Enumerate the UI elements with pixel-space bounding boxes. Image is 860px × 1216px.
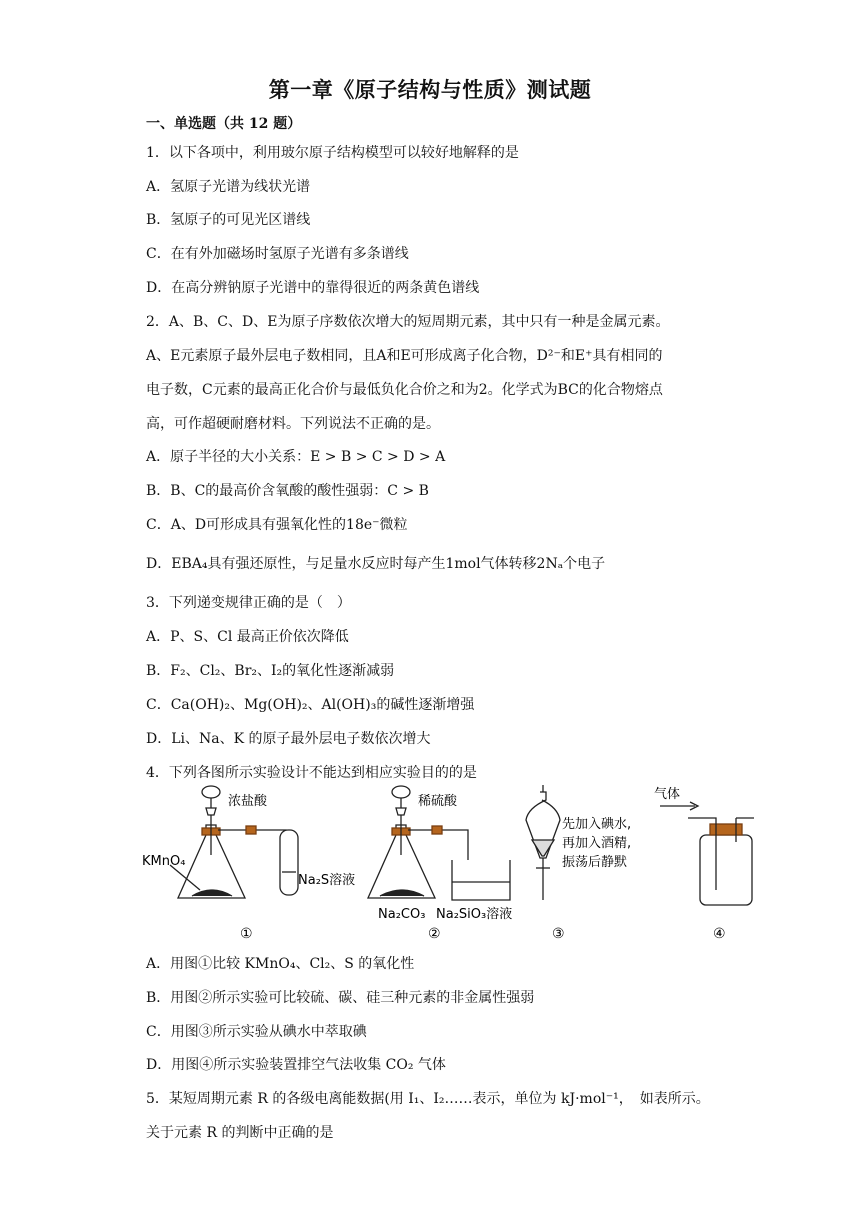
fig1-solid-label: KMnO₄ (142, 854, 186, 869)
fig4-caption: ④ (713, 926, 726, 942)
fig2-solution-label: Na₂SiO₃溶液 (436, 907, 513, 922)
fig3-note-line-1: 先加入碘水, (562, 817, 632, 832)
question-4-option-d: D．用图④所示实验装置排空气法收集 CO₂ 气体 (146, 1057, 446, 1073)
fig2-caption: ② (428, 926, 441, 942)
question-2-stem-line-2: A、E元素原子最外层电子数相同，且A和E可形成离子化合物，D²⁻和E⁺具有相同的 (146, 348, 663, 364)
question-1-option-b: B．氢原子的可见光区谱线 (146, 212, 311, 228)
question-4-option-a: A．用图①比较 KMnO₄、Cl₂、S 的氧化性 (146, 956, 415, 972)
question-3-stem: 3．下列递变规律正确的是（ ） (146, 595, 351, 611)
section-heading: 一、单选题（共 12 题） (146, 116, 302, 132)
question-1-stem: 1．以下各项中，利用玻尔原子结构模型可以较好地解释的是 (146, 145, 519, 161)
fig4-gas-label: 气体 (654, 787, 681, 802)
page-title: 第一章《原子结构与性质》测试题 (268, 77, 592, 102)
fig1-caption: ① (240, 926, 253, 942)
question-3-option-d: D．Li、Na、K 的原子最外层电子数依次增大 (146, 731, 431, 747)
fig3-caption: ③ (552, 926, 565, 942)
fig3-note-line-3: 振荡后静默 (562, 855, 628, 870)
question-3-option-c: C．Ca(OH)₂、Mg(OH)₂、Al(OH)₃的碱性逐渐增强 (146, 697, 475, 713)
question-2-option-b: B．B、C的最高价含氧酸的酸性强弱：C > B (146, 483, 429, 499)
question-4-option-c: C．用图③所示实验从碘水中萃取碘 (146, 1024, 367, 1040)
question-2-stem-line-4: 高，可作超硬耐磨材料。下列说法不正确的是。 (146, 416, 440, 432)
question-1-option-c: C．在有外加磁场时氢原子光谱有多条谱线 (146, 246, 409, 262)
fig1-solution-label: Na₂S溶液 (298, 873, 356, 888)
question-5-stem-line-1: 5．某短周期元素 R 的各级电离能数据(用 I₁、I₂……表示，单位为 kJ·mol⁻¹， 如表所示。 (146, 1091, 710, 1107)
question-2-option-a: A．原子半径的大小关系：E > B > C > D > A (146, 449, 446, 465)
fig1-reagent-label: 浓盐酸 (228, 794, 268, 809)
question-1-option-a: A．氢原子光谱为线状光谱 (146, 179, 311, 195)
fig2-reagent-label: 稀硫酸 (418, 794, 458, 809)
experiment-figure (140, 780, 760, 945)
question-5-stem-line-2: 关于元素 R 的判断中正确的是 (146, 1125, 334, 1141)
fig2-solid-label: Na₂CO₃ (378, 907, 426, 922)
question-2-stem-line-1: 2．A、B、C、D、E为原子序数依次增大的短周期元素，其中只有一种是金属元素。 (146, 314, 670, 330)
question-1-option-d: D．在高分辨钠原子光谱中的靠得很近的两条黄色谱线 (146, 280, 480, 296)
question-3-option-b: B．F₂、Cl₂、Br₂、I₂的氧化性逐渐减弱 (146, 663, 395, 679)
question-2-option-d: D．EBA₄具有强还原性，与足量水反应时每产生1mol气体转移2Nₐ个电子 (146, 556, 606, 572)
question-4-stem: 4．下列各图所示实验设计不能达到相应实验目的的是 (146, 765, 477, 781)
fig3-note-line-2: 再加入酒精, (562, 836, 632, 851)
question-2-stem-line-3: 电子数，C元素的最高正化合价与最低负化合价之和为2。化学式为BC的化合物熔点 (146, 382, 663, 398)
question-3-option-a: A．P、S、Cl 最高正价依次降低 (146, 629, 349, 645)
apparatus-4 (660, 802, 754, 905)
apparatus-3 (526, 785, 560, 900)
question-2-option-c: C．A、D可形成具有强氧化性的18e⁻微粒 (146, 517, 408, 533)
question-4-option-b: B．用图②所示实验可比较硫、碳、硅三种元素的非金属性强弱 (146, 990, 535, 1006)
